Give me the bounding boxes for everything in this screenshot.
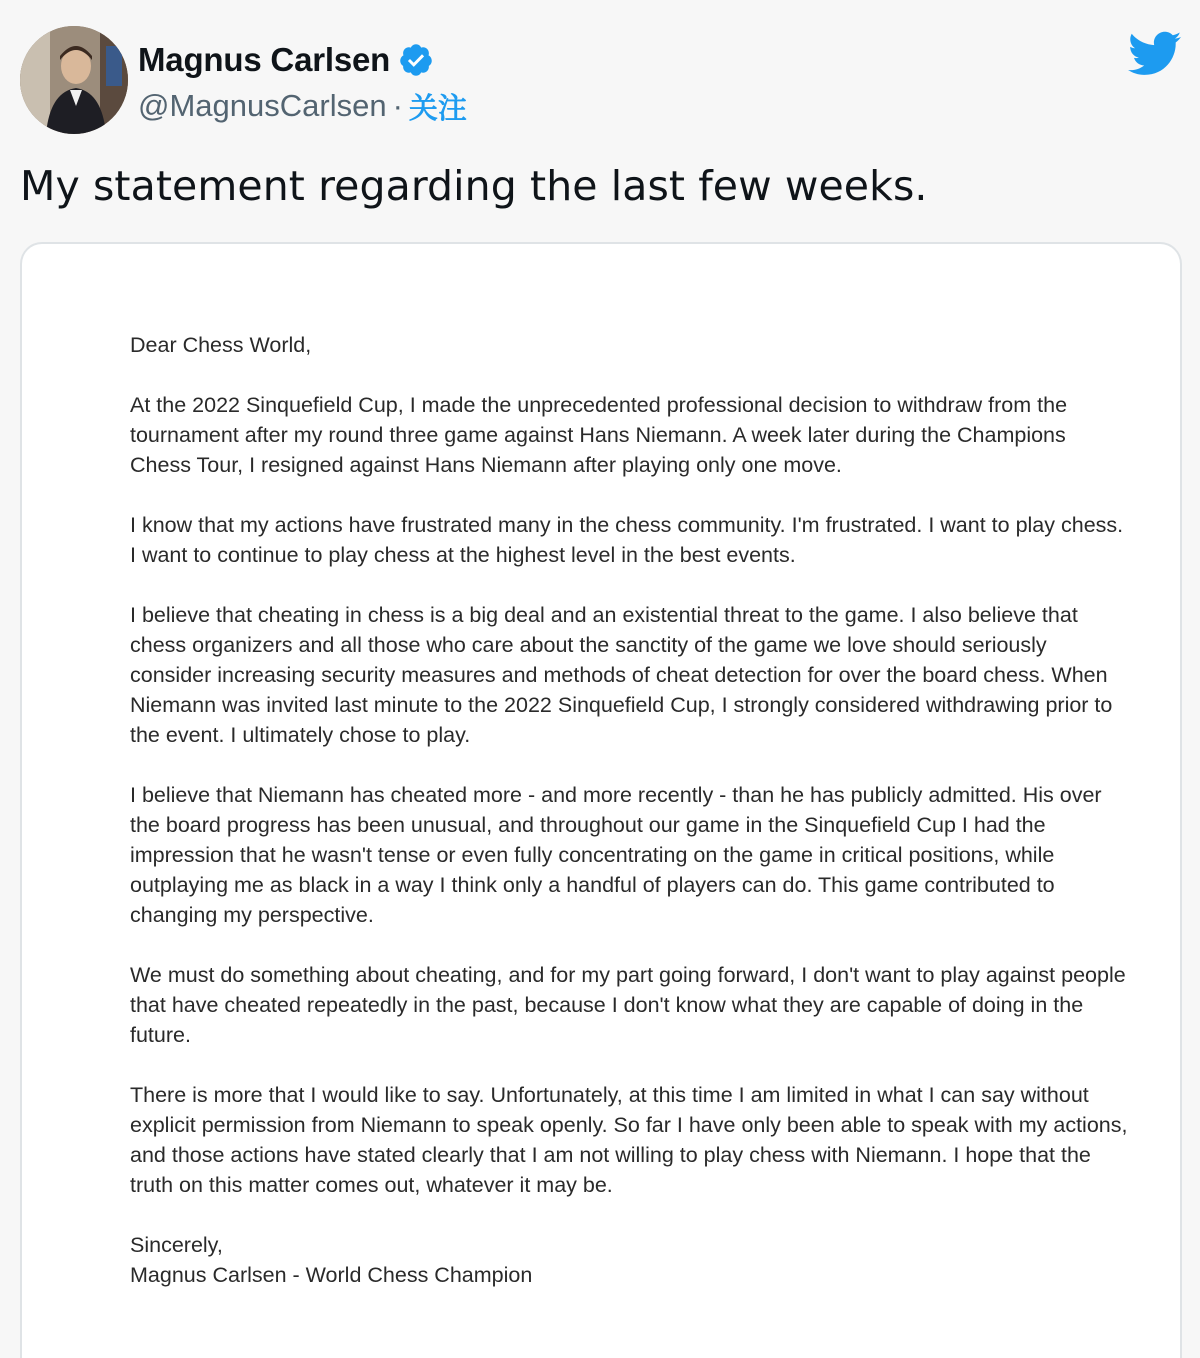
letter-paragraph-5: We must do something about cheating, and for my part going forward, I don't want to play against people that have cheated repeatedly in the past, because I don't know what they are capable of doing in the future. — [130, 963, 1126, 1047]
verified-badge-icon — [398, 42, 434, 78]
tweet-text: My statement regarding the last few weeks. — [20, 162, 928, 210]
separator-dot: · — [392, 88, 403, 123]
follow-button[interactable]: 关注 — [408, 90, 467, 125]
letter-paragraph-2: I know that my actions have frustrated many in the chess community. I'm frustrated. I want to play chess. I want to continue to play chess at the highest level in the best events. — [130, 513, 1124, 567]
letter-salutation: Dear Chess World, — [130, 333, 312, 357]
user-handle[interactable]: @MagnusCarlsen — [138, 88, 387, 123]
twitter-bird-icon[interactable] — [1128, 30, 1182, 78]
letter-paragraph-6: There is more that I would like to say. Unfortunately, at this time I am limited in what I can say without explicit permission from Niemann to speak openly. So far I have only been able to speak with my actions, and those actions have stated clearly that I am not willing to play chess with Niemann. I hope that the truth on this matter comes out, whatever it may be. — [130, 1083, 1128, 1197]
display-name[interactable]: Magnus Carlsen — [138, 41, 391, 78]
letter-paragraph-4: I believe that Niemann has cheated more - and more recently - than he has publicly admitted. His over the board progress has been unusual, and throughout our game in the Sinquefield Cup I had the impression that he wasn't tense or even fully concentrating on the game in critical positions, while outplaying me as black in a way I think only a handful of players can do. This game contributed to changing my perspective. — [130, 783, 1102, 927]
letter-paragraph-3: I believe that cheating in chess is a big deal and an existential threat to the game. I also believe that chess organizers and all those who care about the sanctity of the game we love should seriously consider increasing security measures and methods of cheat detection for over the board chess. When Niemann was invited last minute to the 2022 Sinquefield Cup, I strongly considered withdrawing prior to the event. I ultimately chose to play. — [130, 603, 1113, 747]
avatar[interactable] — [20, 26, 128, 134]
letter-signature: Magnus Carlsen - World Chess Champion — [130, 1263, 533, 1287]
avatar-image — [20, 26, 128, 134]
attached-image[interactable] — [20, 242, 1182, 1358]
letter-paragraph-1: At the 2022 Sinquefield Cup, I made the unprecedented professional decision to withdraw from the tournament after my round three game against Hans Niemann. A week later during the Champions Chess Tour, I resigned against Hans Niemann after playing only one move. — [130, 393, 1068, 477]
name-row — [138, 38, 434, 82]
statement-letter — [130, 330, 1130, 1290]
letter-closing: Sincerely, — [130, 1233, 223, 1257]
handle-row — [138, 84, 467, 128]
